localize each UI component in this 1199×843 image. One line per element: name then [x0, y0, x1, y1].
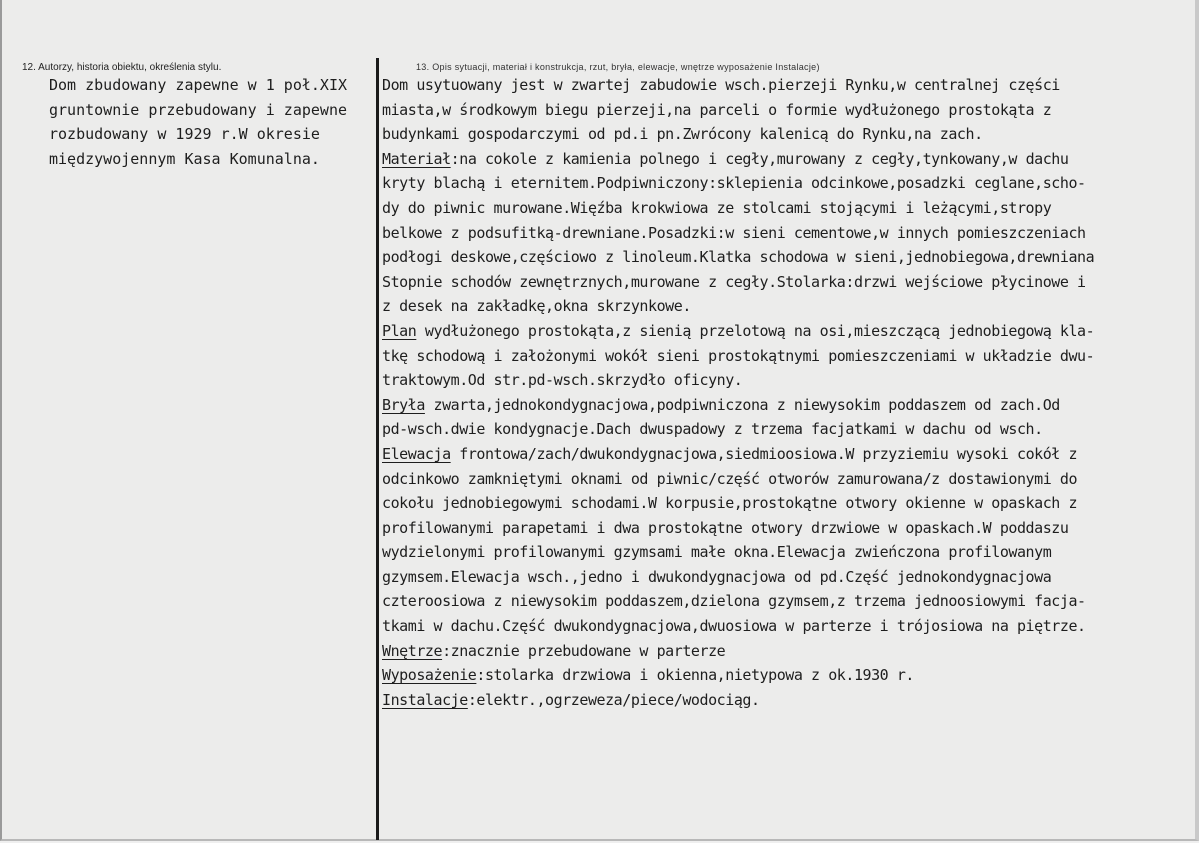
section-label: Plan — [382, 321, 417, 340]
line-text: cokołu jednobiegowymi schodami.W korpusie,prostokątne otwory okienne w opaskach z — [382, 494, 1078, 513]
history-line: gruntownie przebudowany i zapewne — [49, 100, 348, 119]
description-line — [382, 393, 1194, 418]
line-text: miasta,w środkowym biegu pierzeji,na parceli o formie wydłużonego prostokąta z — [382, 100, 1052, 119]
description-line — [382, 516, 1194, 541]
description-line — [382, 245, 1194, 270]
history-line: Dom zbudowany zapewne w 1 poł.XIX — [49, 76, 348, 94]
line-text: tkę schodową i założonymi wokół sieni prostokątnymi pomieszczeniami w układzie dwu- — [382, 346, 1095, 365]
line-text: frontowa/zach/dwukondygnacjowa,siedmioosiowa.W przyziemiu wysoki cokół z — [450, 444, 1078, 463]
line-text: podłogi deskowe,częściowo z linoleum.Klatka schodowa w sieni,jednobiegowa,drewniana — [382, 248, 1095, 267]
description-line — [382, 614, 1194, 639]
line-text: budynkami gospodarczymi od pd.i pn.Zwrócony kalenicą do Rynku,na zach. — [382, 125, 983, 144]
line-text: dy do piwnic murowane.Więźba krokwiowa ze stolcami stojącymi i leżącymi,stropy — [382, 198, 1052, 217]
description-line — [382, 491, 1194, 516]
description-line — [382, 196, 1194, 221]
line-text: :elektr.,ogrzeweza/piece/wodociąg. — [467, 690, 760, 709]
line-text: z desek na zakładkę,okna skrzynkowe. — [382, 297, 691, 316]
description-line — [382, 368, 1194, 393]
description-line — [382, 344, 1194, 369]
description-line — [382, 122, 1194, 147]
history-column — [49, 73, 374, 171]
description-line — [382, 98, 1194, 123]
line-text: Stopnie schodów zewnętrznych,murowane z cegły.Stolarka:drzwi wejściowe płycinowe i — [382, 272, 1086, 291]
description-line — [382, 467, 1194, 492]
description-line — [382, 270, 1194, 295]
line-text: wydzielonymi profilowanymi gzymsami małe okna.Elewacja zwieńczona profilowanym — [382, 543, 1052, 562]
description-line — [382, 565, 1194, 590]
description-line — [382, 417, 1194, 442]
line-text: :stolarka drzwiowa i okienna,nietypowa z ok.1930 r. — [476, 666, 915, 685]
section-label: Wyposażenie — [382, 666, 477, 685]
line-text: pd-wsch.dwie kondygnacje.Dach dwuspadowy z trzema facjatkami w dachu od wsch. — [382, 420, 1043, 439]
section-label: Bryła — [382, 395, 425, 414]
description-line — [382, 319, 1194, 344]
section-label: Wnętrze — [382, 641, 443, 660]
line-text: tkami w dachu.Część dwukondygnacjowa,dwuosiowa w parterze i trójosiowa na piętrze. — [382, 617, 1086, 636]
line-text: wydłużonego prostokąta,z sienią przelotową na osi,mieszczącą jednobiegową kla- — [416, 321, 1095, 340]
section-label: Instalacje — [382, 690, 468, 709]
description-line — [382, 171, 1194, 196]
line-text: profilowanymi parapetami i dwa prostokątne otwory drzwiowe w opaskach.W poddaszu — [382, 518, 1069, 537]
line-text: gzymsem.Elewacja wsch.,jedno i dwukondygnacjowa od pd.Część jednokondygnacjowa — [382, 567, 1052, 586]
description-line — [382, 663, 1194, 688]
description-line — [382, 442, 1194, 467]
line-text: czteroosiowa z niewysokim poddaszem,dzielona gzymsem,z trzema jednoosiowymi facja- — [382, 592, 1086, 611]
description-line — [382, 589, 1194, 614]
description-line — [382, 294, 1194, 319]
line-text: odcinkowo zamkniętymi oknami od piwnic/część otworów zamurowana/z dostawionymi do — [382, 469, 1078, 488]
history-line: rozbudowany w 1929 r.W okresie — [49, 125, 320, 144]
description-line — [382, 73, 1194, 98]
line-text: belkowe z podsufitką-drewniane.Posadzki:w sieni cementowe,w innych pomieszczeniach — [382, 223, 1086, 242]
description-line — [382, 221, 1194, 246]
description-line — [382, 147, 1194, 172]
line-text: Dom usytuowany jest w zwartej zabudowie wsch.pierzeji Rynku,w centralnej części — [382, 76, 1060, 94]
description-line — [382, 540, 1194, 565]
section-label: Materiał — [382, 149, 451, 168]
description-column — [382, 73, 1194, 712]
description-line — [382, 639, 1194, 664]
line-text: :znacznie przebudowane w parterze — [442, 641, 726, 660]
line-text: kryty blachą i eternitem.Podpiwniczony:sklepienia odcinkowe,posadzki ceglane,scho- — [382, 174, 1086, 193]
line-text: zwarta,jednokondygnacjowa,podpiwniczona z niewysokim poddaszem od zach.Od — [424, 395, 1060, 414]
history-line: międzywojennym Kasa Komunalna. — [49, 149, 320, 168]
section-13-header: 13. Opis sytuacji, materiał i konstrukcja, rzut, bryła, elewacje, wnętrze wyposażenie Instalacje) — [416, 62, 820, 72]
section-12-header: 12. Autorzy, historia obiektu, określenia stylu. — [22, 62, 222, 73]
description-line — [382, 688, 1194, 713]
line-text: :na cokole z kamienia polnego i cegły,murowany z cegły,tynkowany,w dachu — [450, 149, 1069, 168]
column-divider — [376, 58, 379, 840]
line-text: traktowym.Od str.pd-wsch.skrzydło oficyny. — [382, 371, 743, 390]
section-label: Elewacja — [382, 444, 451, 463]
